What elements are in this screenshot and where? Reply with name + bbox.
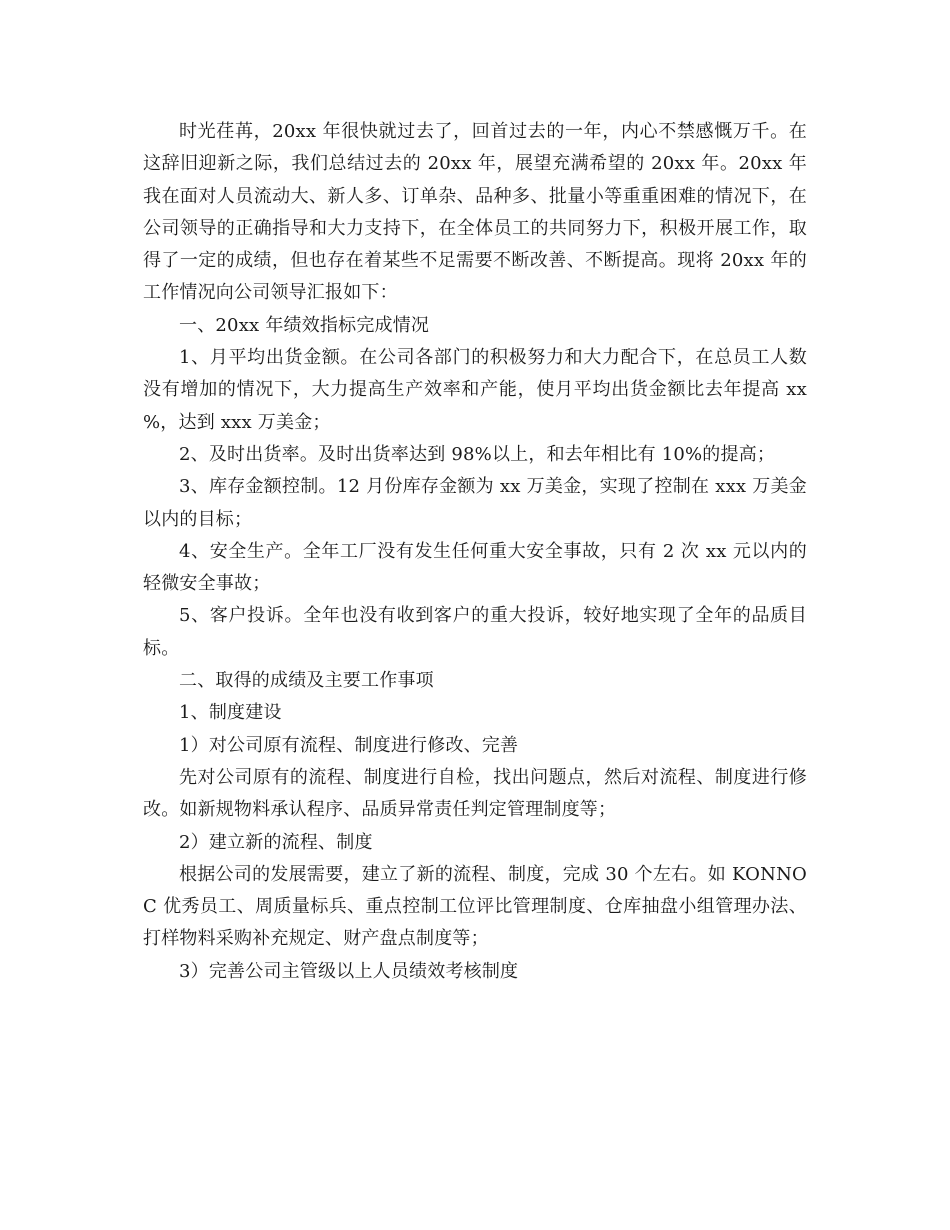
item-on-time-delivery: 2、及时出货率。及时出货率达到 98%以上，和去年相比有 10%的提高； [179, 443, 776, 465]
section-heading-achievements: 二、取得的成绩及主要工作事项 [179, 670, 434, 692]
item-customer-complaints: 5、客户投诉。全年也没有收到客户的重大投诉，较好地实现了全年的品质目标。 [143, 605, 807, 659]
section-heading-performance: 一、20xx 年绩效指标完成情况 [179, 314, 430, 336]
intro-paragraph: 时光荏苒，20xx 年很快就过去了，回首过去的一年，内心不禁感慨万千。在这辞旧迎新之际，我们总结过去的 20xx 年，展望充满希望的 20xx 年。20xx 年我在面对人员流动大、新人多、订单杂、品种多、批量小等重重困难的情况下，在公司领导的正确指导和大力支持下，在全体员工的共同努力下，积极开展工作，取得了一定的成绩，但也存在着某些不足需要不断改善、不断提高。现将 20xx 年的工作情况向公司领导汇报如下： [143, 121, 807, 304]
item-monthly-shipment: 1、月平均出货金额。在公司各部门的积极努力和大力配合下，在总员工人数没有增加的情况下，大力提高生产效率和产能，使月平均出货金额比去年提高 xx %，达到 xxx 万美金； [143, 347, 807, 433]
item-inventory-control: 3、库存金额控制。12 月份库存金额为 xx 万美金，实现了控制在 xxx 万美金以内的目标； [143, 476, 807, 530]
paragraph-new-processes-details: 根据公司的发展需要，建立了新的流程、制度，完成 30 个左右。如 KONNOC 优秀员工、周质量标兵、重点控制工位评比管理制度、仓库抽盘小组管理办法、打样物料采购补充规定、财产盘点制度等； [143, 863, 807, 950]
subitem-performance-appraisal: 3）完善公司主管级以上人员绩效考核制度 [179, 960, 519, 982]
subheading-system-building: 1、制度建设 [179, 702, 282, 724]
paragraph-revise-details: 先对公司原有的流程、制度进行自检，找出问题点，然后对流程、制度进行修改。如新规物料承认程序、品质异常责任判定管理制度等； [143, 766, 807, 821]
subitem-new-processes: 2）建立新的流程、制度 [179, 831, 373, 853]
item-safety-production: 4、安全生产。全年工厂没有发生任何重大安全事故，只有 2 次 xx 元以内的轻微安全事故； [143, 540, 807, 595]
document-body [143, 116, 807, 988]
subitem-revise-processes: 1）对公司原有流程、制度进行修改、完善 [179, 734, 519, 756]
